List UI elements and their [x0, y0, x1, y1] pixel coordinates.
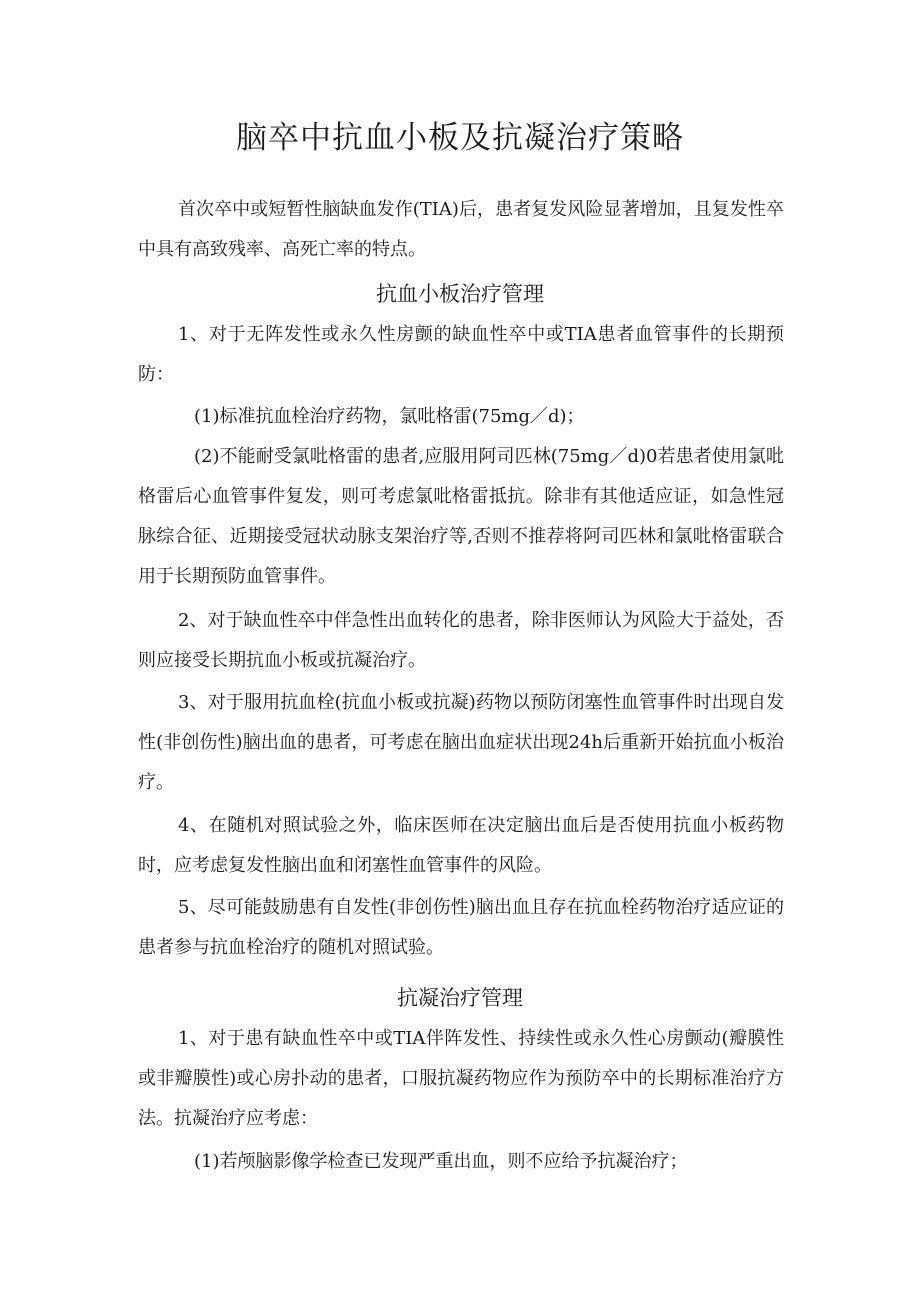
antiplatelet-item-2: 2、对于缺血性卒中伴急性出血转化的患者，除非医师认为风险大于益处，否则应接受长期抗血小板或抗凝治疗。: [138, 610, 784, 671]
anticoagulation-item-1: 1、对于患有缺血性卒中或TIA伴阵发性、持续性或永久性心房颤动(瓣膜性或非瓣膜性)或心房扑动的患者，口服抗凝药物应作为预防卒中的长期标准治疗方法。抗凝治疗应考虑：: [138, 1028, 784, 1129]
antiplatelet-item-1-sub-2: (2)不能耐受氯吡格雷的患者,应服用阿司匹林(75mg／d)0若患者使用氯吡格雷后心血管事件复发，则可考虑氯吡格雷抵抗。除非有其他适应证，如急性冠脉综合征、近期接受冠状动脉支架治疗等,否则不推荐将阿司匹林和氯吡格雷联合用于长期预防血管事件。: [138, 446, 784, 587]
document-title: 脑卒中抗血小板及抗凝治疗策略: [236, 120, 684, 156]
antiplatelet-item-4: 4、在随机对照试验之外，临床医师在决定脑出血后是否使用抗血小板药物时，应考虑复发性脑出血和闭塞性血管事件的风险。: [138, 815, 784, 876]
section-heading-anticoagulation: 抗凝治疗管理: [397, 986, 523, 1010]
intro-paragraph: 首次卒中或短暂性脑缺血发作(TIA)后，患者复发风险显著增加，且复发性卒中具有高致残率、高死亡率的特点。: [138, 199, 784, 260]
antiplatelet-item-3: 3、对于服用抗血栓(抗血小板或抗凝)药物以预防闭塞性血管事件时出现自发性(非创伤性)脑出血的患者，可考虑在脑出血症状出现24h后重新开始抗血小板治疗。: [138, 692, 784, 793]
antiplatelet-item-5: 5、尽可能鼓励患有自发性(非创伤性)脑出血且存在抗血栓药物治疗适应证的患者参与抗血栓治疗的随机对照试验。: [138, 897, 784, 958]
antiplatelet-item-1-sub-1: (1)标准抗血栓治疗药物，氯吡格雷(75mg／d)；: [194, 406, 585, 427]
antiplatelet-item-1: 1、对于无阵发性或永久性房颤的缺血性卒中或TIA患者血管事件的长期预防：: [138, 324, 784, 385]
anticoagulation-item-1-sub-1: (1)若颅脑影像学检查已发现严重出血，则不应给予抗凝治疗；: [194, 1151, 688, 1172]
section-heading-antiplatelet: 抗血小板治疗管理: [376, 282, 544, 306]
